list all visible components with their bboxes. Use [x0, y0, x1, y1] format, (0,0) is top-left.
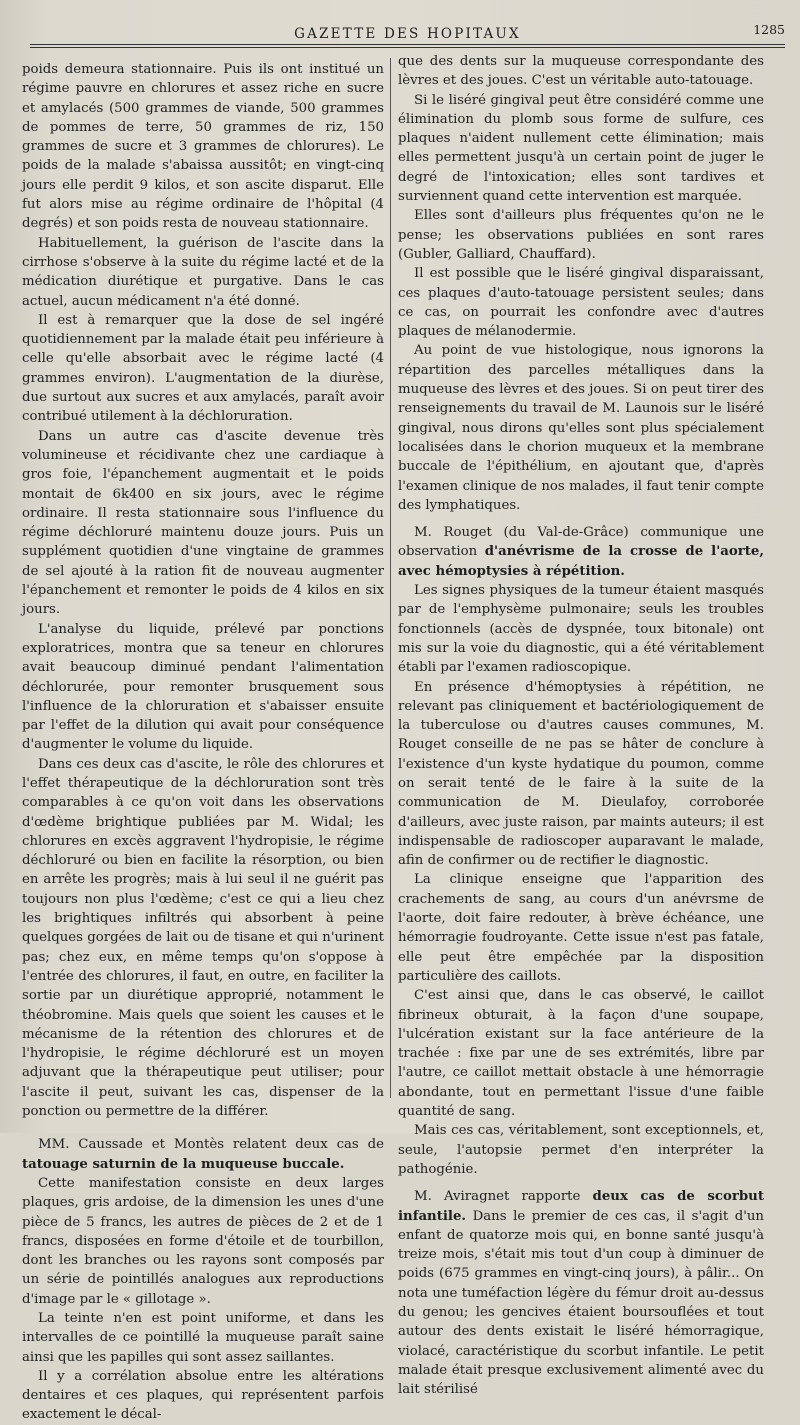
paragraph: Il y a corrélation absolue entre les altérations dentaires et ces plaques, qui représentent parfois exactement le décal- — [22, 1368, 384, 1423]
section-body-text: Dans le premier de ces cas, il s'agit d'un enfant de quatorze mois qui, en bonne santé jusqu'à treize mois, s'était mis tout d'un coup à diminuer de poids (675 grammes en vingt-cinq jours), à pâlir... On nota une tuméfaction légère du fémur droit au-dessus du genou; les gencives étaient boursouflées et tout autour des dents existait le liséré hémorragique, violacé, caractéristique du scorbut infantile. Le petit malade était presque exclusivement alimenté avec du lait stérilisé — [398, 1208, 764, 1398]
paragraph: Habituellement, la guérison de l'ascite dans la cirrhose s'observe à la suite du régime lacté et de la médication diurétique et purgative. Dans le cas actuel, aucun médicament n'a été donné. — [22, 235, 384, 309]
section-intro-text: MM. Caussade et Montès relatent deux cas de — [38, 1137, 384, 1153]
paragraph: Dans ces deux cas d'ascite, le rôle des chlorures et l'effet thérapeutique de la déchloruration sont très comparables à ce qu'on voit dans les observations d'œdème brightique publiées par M. Widal; les chlorures en excès aggravent l'hydropisie, le régime déchloruré ou bien en facilite la résorption, ou bien en arrête les progrès; mais à lui seul il ne guérit pas toujours non plus l'œdème; c'est ce qui a lieu chez les brightiques infiltrés qui absorbent à peine quelques gorgées de lait ou de tisane et qui n'urinent pas; chez eux, en même temps qu'on s'oppose à l'entrée des chlorures, il faut, en outre, en faciliter la sortie par un diurétique approprié, notamment le théobromine. Mais quels que soient les causes et le mécanisme de la rétention des chlorures et de l'hydropisie, le régime déchloruré est un moyen adjuvant que la thérapeutique peut utiliser; pour l'ascite il peut, suivant les cas, dispenser de la ponction ou permettre de la différer. — [22, 756, 384, 1120]
paragraph: que des dents sur la muqueuse correspondante des lèvres et des joues. C'est un véritable auto-tatouage. — [398, 54, 764, 89]
paragraph: Cette manifestation consiste en deux larges plaques, gris ardoise, de la dimension les unes d'une pièce de 5 francs, les autres de pièces de 2 et de 1 francs, disposées en forme d'étoile et de tourbillon, dont les branches ou les rayons sont composés par un série de pointillés analogues aux reproductions d'image par le « gillotage ». — [22, 1175, 384, 1307]
paragraph: Mais ces cas, véritablement, sont exceptionnels, et, seule, l'autopsie permet d'en interpréter la pathogénie. — [398, 1123, 764, 1177]
paragraph: C'est ainsi que, dans le cas observé, le caillot fibrineux obturait, à la façon d'une soupape, l'ulcération existant sur la face antérieure de la trachée : fixe par une de ses extrémités, libre par l'autre, ce caillot mettait obstacle à une hémorragie abondante, tout en permettant l'issue d'une faible quantité de sang. — [398, 988, 764, 1120]
paragraph: Les signes physiques de la tumeur étaient masqués par de l'emphysème pulmonaire; seuls les troubles fonctionnels (accès de dyspnée, toux bitonale) ont mis sur la voie du diagnostic, qui a été véritablement établi par l'examen radioscopique. — [398, 583, 764, 676]
page-number: 1285 — [753, 22, 785, 37]
section-intro-text: M. Rouget (du Val-de-Grâce) communique une observation — [398, 525, 764, 560]
left-column — [22, 60, 384, 1425]
paragraph: L'analyse du liquide, prélevé par ponctions exploratrices, montra que sa teneur en chlorures avait beaucoup diminué pendant l'alimentation déchlorurée, pour remonter brusquement sous l'influence de la chloruration et s'abaisser ensuite par l'effet de la dilution qui avait pour conséquence d'augmenter le volume du liquide. — [22, 621, 384, 753]
paragraph: poids demeura stationnaire. Puis ils ont institué un régime pauvre en chlorures et assez riche en sucre et amylacés (500 grammes de viande, 500 grammes de pommes de terre, 50 grammes de riz, 150 grammes de sucre et 3 grammes de chlorures). Le poids de la malade s'abaissa aussitôt; en vingt-cinq jours elle perdit 9 kilos, et son ascite disparut. Elle fut alors mise au régime ordinaire de l'hôpital (4 degrés) et son poids resta de nouveau stationnaire. — [22, 62, 384, 232]
paragraph: Il est à remarquer que la dose de sel ingéré quotidiennement par la malade était peu inférieure à celle qu'elle absorbait avec le régime lacté (4 grammes environ). L'augmentation de la diurèse, due surtout aux sucres et aux amylacés, paraît avoir contribué utilement à la déchloruration. — [22, 312, 384, 425]
paragraph: Si le liséré gingival peut être considéré comme une élimination du plomb sous forme de sulfure, ces plaques n'aident nullement cette élimination; mais elles permettent jusqu'à un certain point de juger le degré de l'intoxication; elles sont tardives et surviennent quand cette intervention est marquée. — [398, 92, 764, 205]
paragraph: En présence d'hémoptysies à répétition, ne relevant pas cliniquement et bactériologiquement de la tuberculose ou d'autres causes communes, M. Rouget conseille de ne pas se hâter de conclure à l'existence d'un kyste hydatique du poumon, comme on serait tenté de le faire à la suite de la communication de M. Dieulafoy, corroborée d'ailleurs, avec juste raison, par maints auteurs; il est indispensable de radioscoper auparavant le malade, afin de confirmer ou de rectifier le diagnostic. — [398, 679, 764, 869]
paragraph: La clinique enseigne que l'apparition des crachements de sang, au cours d'un anévrsme de l'aorte, doit faire redouter, à brève échéance, une hémorragie foudroyante. Cette issue n'est pas fatale, elle peut être empêchée par la disposition particulière des caillots. — [398, 872, 764, 984]
section-heading: d'anévrisme de la crosse de l'aorte, avec hémoptysies à répétition. — [398, 544, 764, 579]
section-intro-paragraph — [398, 523, 764, 581]
paragraph: Dans un autre cas d'ascite devenue très volumineuse et récidivante chez une cardiaque à gros foie, l'épanchement augmentait et le poids montait de 6k400 en six jours, avec le régime ordinaire. Il resta stationnaire sous l'influence du régime déchloruré maintenu douze jours. Puis un supplément quotidien d'une vingtaine de grammes de sel ajouté à la ration fit de nouveau augmenter l'épanchement et remonter le poids de 4 kilos en six jours. — [22, 428, 384, 618]
paragraph: Il est possible que le liséré gingival disparaissant, ces plaques d'auto-tatouage persistent seules; dans ce cas, on pourrait les confondre avec d'autres plaques de mélanodermie. — [398, 266, 764, 340]
right-column — [398, 52, 764, 1399]
section-intro-paragraph — [22, 1135, 384, 1174]
journal-title: GAZETTE DES HOPITAUX — [294, 26, 521, 42]
section-heading: tatouage saturnin de la muqueuse buccale. — [22, 1156, 345, 1172]
paragraph: La teinte n'en est point uniforme, et dans les intervalles de ce pointillé la muqueuse paraît saine ainsi que les papilles qui sont assez saillantes. — [22, 1311, 384, 1365]
paragraph: Au point de vue histologique, nous ignorons la répartition des parcelles métalliques dans la muqueuse des lèvres et des joues. Si on peut tirer des renseignements du travail de M. Launois sur le liséré gingival, nous dirons qu'elles sont plus spécialement localisées dans le chorion muqueux et la membrane buccale de l'épithélium, en ajoutant que, d'après l'examen clinique de nos malades, il faut tenir compte des lymphatiques. — [398, 343, 764, 513]
section-intro-text: M. Aviragnet rapporte — [414, 1189, 593, 1205]
paragraph: Elles sont d'ailleurs plus fréquentes qu'on ne le pense; les observations publiées en sont rares (Gubler, Galliard, Chauffard). — [398, 208, 764, 262]
section-intro-paragraph — [398, 1187, 764, 1399]
column-divider — [390, 58, 391, 1098]
header-rule — [30, 44, 785, 48]
section-heading: deux cas de scorbut infantile. — [398, 1189, 764, 1224]
